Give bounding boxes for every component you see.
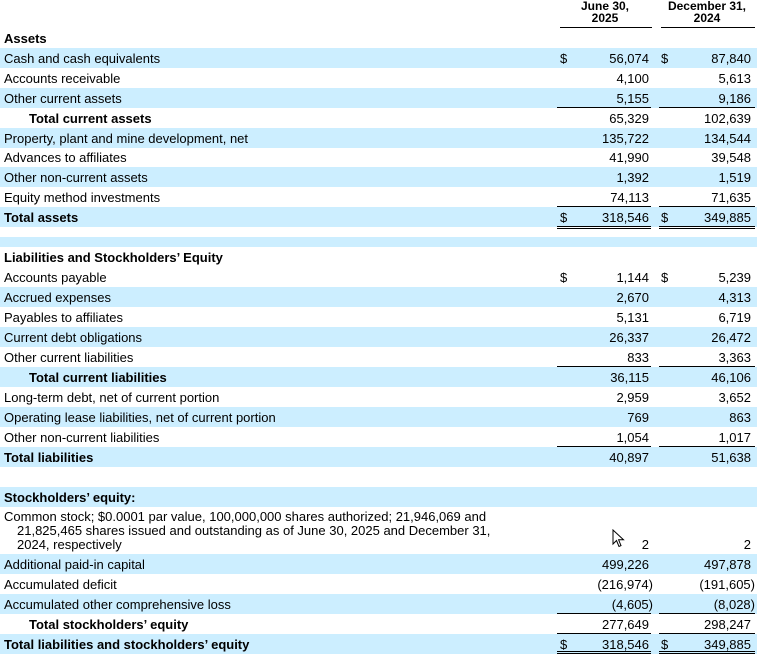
value-2024: 71,635 (711, 190, 751, 205)
section-heading: Stockholders’ equity: (4, 490, 136, 505)
dollar-sign: $ (560, 51, 568, 66)
value-2024: 1,017 (718, 430, 751, 445)
table-row (0, 367, 757, 387)
table-row (0, 88, 757, 108)
value-2025: 5,131 (616, 310, 649, 325)
value-2025: 499,226 (602, 557, 649, 572)
table-row (0, 187, 757, 207)
row-label: Accounts receivable (4, 71, 121, 86)
section-heading-row (0, 247, 757, 267)
value-2024: (8,028) (713, 597, 755, 612)
value-2025: 56,074 (609, 51, 649, 66)
value-2024: 39,548 (711, 150, 751, 165)
value-2025: 277,649 (602, 617, 649, 632)
value-2025: 769 (627, 410, 649, 425)
row-label: Accounts payable (4, 270, 107, 285)
value-2024: 51,638 (711, 450, 751, 465)
value-2025: 40,897 (609, 450, 649, 465)
value-2025: 318,546 (602, 210, 649, 225)
row-label: Other current liabilities (4, 350, 134, 365)
row-label: Total liabilities (4, 450, 94, 465)
table-row (0, 167, 757, 187)
section-heading-row (0, 28, 757, 48)
row-label: Operating lease liabilities, net of current portion (4, 410, 276, 425)
section-heading-row (0, 487, 757, 507)
value-2024: 5,239 (718, 270, 751, 285)
value-2025: 5,155 (616, 91, 649, 106)
table-row (0, 108, 757, 128)
value-2025: 36,115 (610, 370, 649, 385)
value-2024: 6,719 (718, 310, 751, 325)
row-label: Total assets (4, 210, 79, 225)
spacer-row (0, 237, 757, 247)
value-2025: 1,054 (616, 430, 649, 445)
table-row (0, 407, 757, 427)
dollar-sign: $ (560, 270, 568, 285)
section-heading: Assets (4, 31, 47, 46)
value-2024: 46,106 (711, 370, 751, 385)
row-label: Accumulated deficit (4, 577, 117, 592)
row-label: Advances to affiliates (4, 150, 127, 165)
value-2025: 2 (641, 537, 649, 552)
table-row (0, 614, 757, 634)
table-row (0, 447, 757, 467)
value-2025: 1,144 (616, 270, 649, 285)
value-2025: (216,974) (597, 577, 653, 592)
row-label: Additional paid-in capital (4, 557, 145, 572)
table-row (0, 68, 757, 88)
row-label: Accumulated other comprehensive loss (4, 597, 231, 612)
table-row (0, 387, 757, 407)
value-2025: 41,990 (609, 150, 649, 165)
row-label: Total stockholders’ equity (29, 617, 189, 632)
dollar-sign: $ (661, 210, 669, 225)
value-2024: 863 (729, 410, 751, 425)
value-2024: 1,519 (718, 170, 751, 185)
value-2025: 26,337 (609, 330, 649, 345)
dollar-sign: $ (661, 270, 669, 285)
table-row (0, 307, 757, 327)
value-2025: 135,722 (602, 131, 649, 146)
row-label: Current debt obligations (4, 330, 143, 345)
common-stock-line: 21,825,465 shares issued and outstanding as of June 30, 2025 and December 31, (17, 523, 491, 538)
common-stock-line: Common stock; $0.0001 par value, 100,000,000 shares authorized; 21,946,069 and (4, 509, 487, 524)
value-2024: 3,363 (718, 350, 751, 365)
table-row (0, 287, 757, 307)
table-row (0, 594, 757, 614)
row-label: Total current assets (29, 111, 152, 126)
value-2025: 74,113 (610, 190, 649, 205)
value-2024: 9,186 (718, 91, 751, 106)
row-label: Other non-current assets (4, 170, 148, 185)
value-2025: 65,329 (609, 111, 649, 126)
common-stock-line: 2024, respectively (17, 537, 122, 552)
column-header-june-2025: June 30, 2025 (580, 0, 630, 25)
row-label: Other current assets (4, 91, 122, 106)
value-2024: 87,840 (711, 51, 751, 66)
table-row (0, 427, 757, 447)
mouse-pointer-icon (612, 529, 626, 549)
value-2024: 26,472 (711, 330, 751, 345)
dollar-sign: $ (560, 637, 568, 652)
value-2025: (4,605) (611, 597, 653, 612)
dollar-sign: $ (560, 210, 568, 225)
value-2024: 102,639 (704, 111, 751, 126)
table-row (0, 574, 757, 594)
value-2024: 2 (743, 537, 751, 552)
table-row (0, 147, 757, 167)
value-2025: 1,392 (616, 170, 649, 185)
value-2024: (191,605) (699, 577, 755, 592)
section-heading: Liabilities and Stockholders’ Equity (4, 250, 223, 265)
row-label: Total current liabilities (29, 370, 167, 385)
value-2025: 2,670 (616, 290, 649, 305)
row-label: Total liabilities and stockholders’ equity (4, 637, 250, 652)
table-row (0, 128, 757, 148)
row-label: Property, plant and mine development, net (4, 131, 249, 146)
dollar-sign: $ (661, 51, 669, 66)
dollar-sign: $ (661, 637, 669, 652)
value-2025: 833 (627, 350, 649, 365)
table-row (0, 48, 757, 68)
row-label: Accrued expenses (4, 290, 111, 305)
table-row (0, 347, 757, 367)
value-2024: 497,878 (704, 557, 751, 572)
row-label: Other non-current liabilities (4, 430, 160, 445)
table-row (0, 554, 757, 574)
value-2025: 4,100 (616, 71, 649, 86)
spacer-row (0, 467, 757, 487)
value-2024: 5,613 (718, 71, 751, 86)
table-row (0, 267, 757, 287)
row-label: Long-term debt, net of current portion (4, 390, 220, 405)
value-2024: 3,652 (718, 390, 751, 405)
value-2024: 134,544 (704, 131, 751, 146)
row-label: Payables to affiliates (4, 310, 123, 325)
value-2024: 4,313 (718, 290, 751, 305)
value-2024: 349,885 (704, 210, 751, 225)
value-2024: 298,247 (704, 617, 751, 632)
value-2024: 349,885 (704, 637, 751, 652)
table-row (0, 534, 757, 554)
value-2025: 318,546 (602, 637, 649, 652)
row-label: Cash and cash equivalents (4, 51, 161, 66)
column-header-dec-2024: December 31, 2024 (667, 0, 747, 25)
table-row (0, 207, 757, 227)
row-label: Equity method investments (4, 190, 161, 205)
table-row (0, 327, 757, 347)
value-2025: 2,959 (616, 390, 649, 405)
